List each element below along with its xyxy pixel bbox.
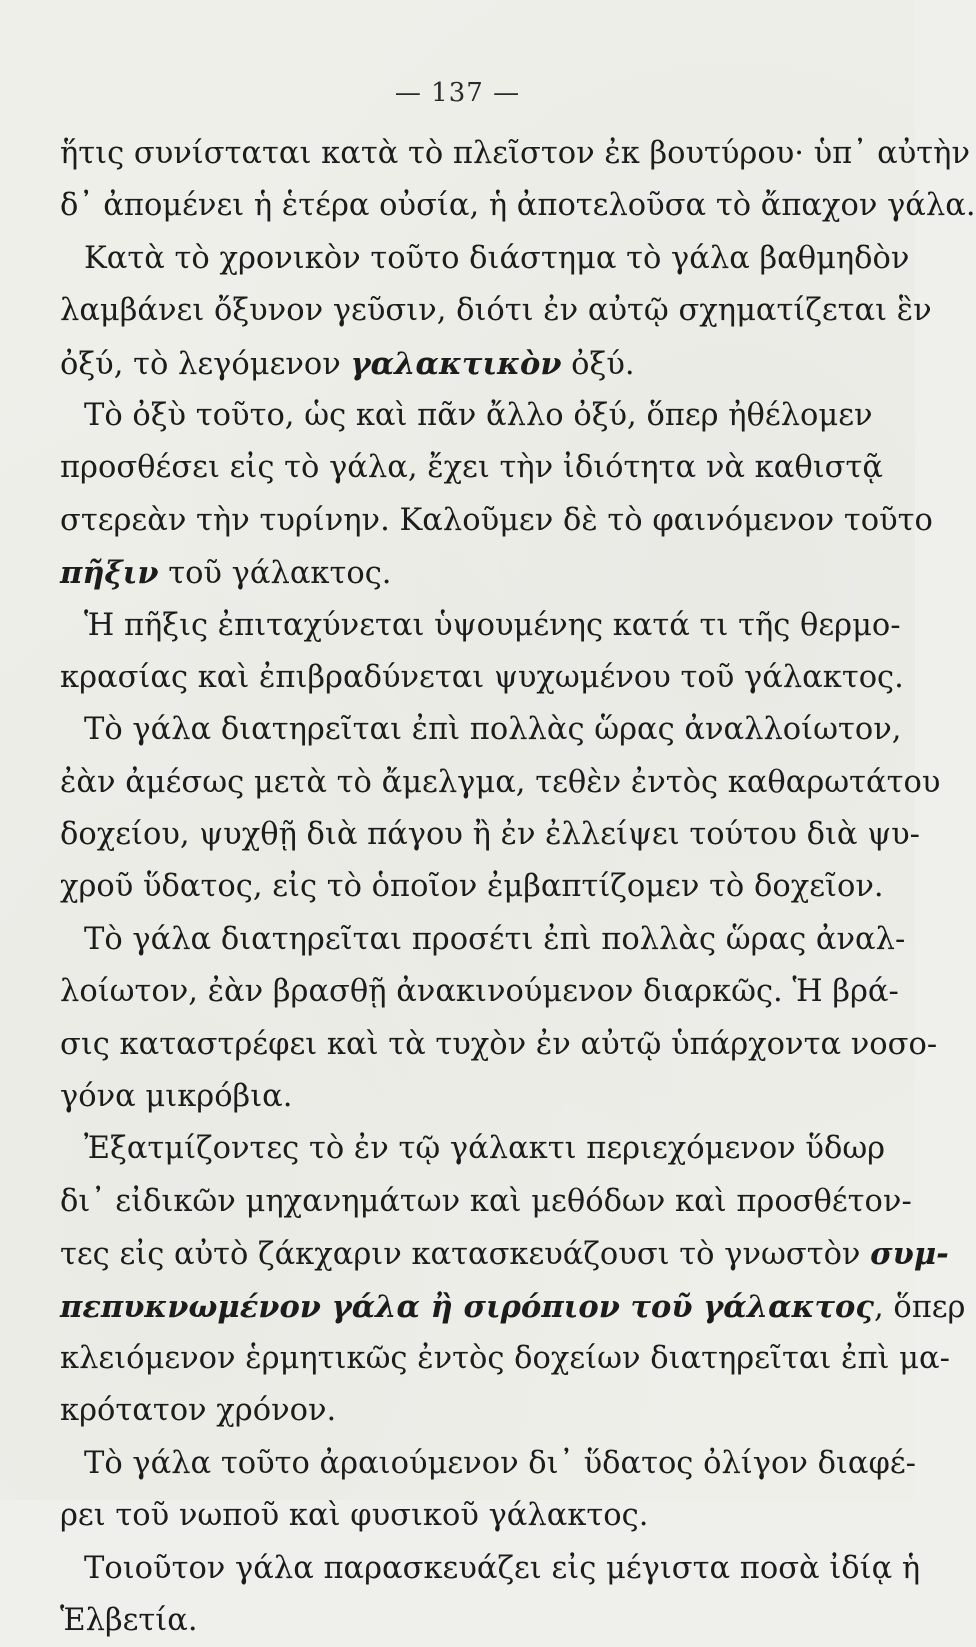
text-segment: τες εἰς αὐτὸ ζάκχαριν κατασκευάζουσι τὸ γνωστὸν [60, 1237, 871, 1273]
text-segment: στερεὰν τὴν τυρίνην. Καλοῦμεν δὲ τὸ φαινόμενον τοῦτο [60, 502, 933, 538]
text-line [60, 966, 899, 1018]
text-segment: γόνα μικρόβια. [60, 1079, 293, 1115]
text-segment: Τὸ γάλα διατηρεῖται ἐπὶ πολλὰς ὥρας ἀναλλοίωτον, [84, 712, 902, 748]
text-segment: λοίωτον, ἐὰν βρασθῇ ἀνακινούμενον διαρκῶς. Ἡ βρά- [60, 974, 899, 1010]
text-segment: Ἡ πῆξις ἐπιταχύνεται ὑψουμένης κατά τι τῆς θερμο- [84, 607, 901, 643]
text-line [60, 757, 941, 809]
emphasized-term: γαλακτικὸν [350, 345, 562, 382]
text-segment: Ἑλβετία. [60, 1602, 198, 1638]
text-line [60, 914, 906, 966]
text-segment: τοῦ γάλακτος. [158, 556, 392, 592]
text-line [60, 1281, 966, 1333]
text-segment: Τοιοῦτον γάλα παρασκευάζει εἰς μέγιστα ποσὰ ἰδίᾳ ἡ [84, 1550, 921, 1586]
text-line [60, 1228, 949, 1280]
text-line [60, 1438, 916, 1490]
text-line [60, 1071, 820, 1123]
emphasized-term: πεπυκνωμένον γάλα ἢ σιρόπιον τοῦ γάλακτος [60, 1288, 874, 1325]
text-segment: Ἐξατμίζοντες τὸ ἐν τῷ γάλακτι περιεχόμενον ὕδωρ [84, 1131, 886, 1167]
page-number: — 137 — [394, 78, 521, 108]
text-segment: κρότατον χρόνον. [60, 1393, 337, 1429]
text-line [60, 652, 904, 704]
text-line [60, 1385, 820, 1437]
text-segment: Κατὰ τὸ χρονικὸν τοῦτο διάστημα τὸ γάλα βαθμηδὸν [84, 240, 910, 276]
text-segment: Τὸ γάλα τοῦτο ἀραιούμενον δι᾽ ὕδατος ὀλίγον διαφέ- [84, 1445, 916, 1481]
text-segment: , ὅπερ [873, 1289, 966, 1325]
text-line [60, 547, 820, 599]
emphasized-term: συμ- [870, 1236, 949, 1273]
text-line [60, 1019, 938, 1071]
text-line [60, 1490, 820, 1542]
emphasized-term: πῆξιν [60, 555, 159, 592]
text-line [60, 442, 883, 494]
text-segment: χροῦ ὕδατος, εἰς τὸ ὁποῖον ἐμβαπτίζομεν τὸ δοχεῖον. [60, 869, 884, 905]
text-line [60, 600, 901, 652]
text-line [60, 390, 873, 442]
text-line [60, 180, 976, 232]
text-segment: κρασίας καὶ ἐπιβραδύνεται ψυχωμένου τοῦ γάλακτος. [60, 659, 904, 695]
text-line [60, 495, 933, 547]
text-segment: δ᾽ ἀπομένει ἡ ἑτέρα οὐσία, ἡ ἀποτελοῦσα τὸ ἄπαχον γάλα. [60, 188, 976, 224]
text-segment: ὀξύ, τὸ λεγόμενον [60, 346, 351, 382]
text-segment: ἥτις συνίσταται κατὰ τὸ πλεῖστον ἐκ βουτύρου· ὑπ᾽ αὐτὴν [60, 136, 970, 171]
text-line [60, 1176, 912, 1228]
text-segment: δι᾽ εἰδικῶν μηχανημάτων καὶ μεθόδων καὶ προσθέτον- [60, 1183, 912, 1219]
text-segment: Τὸ ὀξὺ τοῦτο, ὡς καὶ πᾶν ἄλλο ὀξύ, ὅπερ ἠθέλομεν [84, 397, 873, 433]
text-line [60, 233, 910, 285]
text-line [60, 128, 970, 180]
text-segment: ρει τοῦ νωποῦ καὶ φυσικοῦ γάλακτος. [60, 1498, 649, 1534]
text-line [60, 285, 932, 337]
text-line [60, 1543, 921, 1595]
text-line [60, 1123, 886, 1175]
text-line [60, 809, 920, 861]
text-segment: Τὸ γάλα διατηρεῖται προσέτι ἐπὶ πολλὰς ὥρας ἀναλ- [84, 921, 906, 957]
text-segment: κλειόμενον ἑρμητικῶς ἐντὸς δοχείων διατηρεῖται ἐπὶ μα- [60, 1340, 950, 1376]
text-segment: προσθέσει εἰς τὸ γάλα, ἔχει τὴν ἰδιότητα νὰ καθιστᾷ [60, 450, 883, 486]
body-text [60, 128, 976, 1647]
text-segment: ὀξύ. [561, 346, 635, 382]
text-line [60, 861, 884, 913]
text-segment: ἐὰν ἀμέσως μετὰ τὸ ἄμελγμα, τεθὲν ἐντὸς καθαρωτάτου [60, 764, 941, 800]
text-line [60, 1333, 950, 1385]
text-line [60, 704, 902, 756]
text-line [60, 1595, 820, 1647]
text-segment: σις καταστρέφει καὶ τὰ τυχὸν ἐν αὐτῷ ὑπάρχοντα νοσο- [60, 1026, 938, 1062]
text-segment: λαμβάνει ὄξυνον γεῦσιν, διότι ἐν αὐτῷ σχηματίζεται ἓν [60, 293, 932, 329]
text-line [60, 338, 820, 390]
text-segment: δοχείου, ψυχθῇ διὰ πάγου ἢ ἐν ἐλλείψει τούτου διὰ ψυ- [60, 817, 920, 853]
